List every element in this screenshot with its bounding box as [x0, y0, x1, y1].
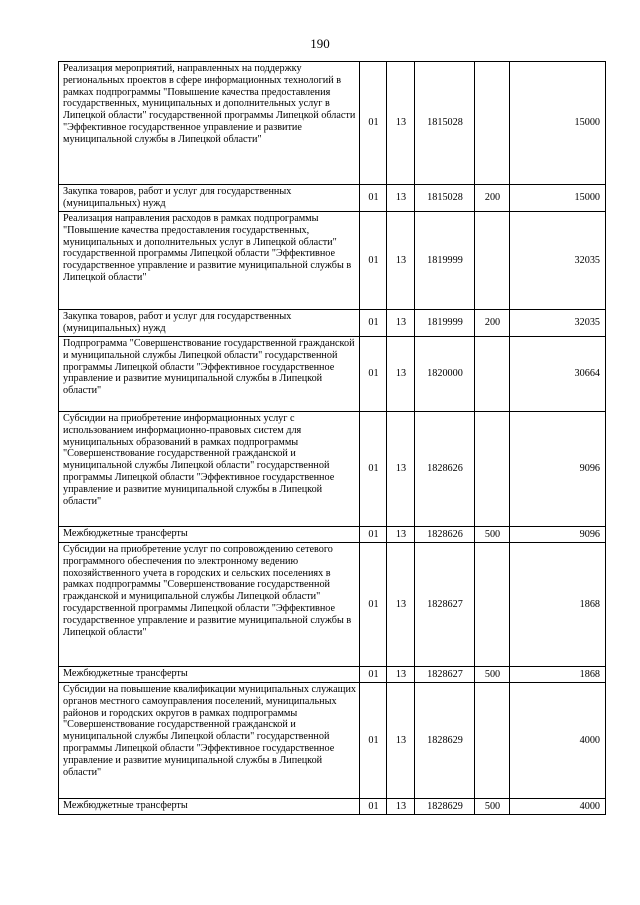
row-name-cell: Межбюджетные трансферты	[59, 527, 360, 543]
table-row	[59, 667, 606, 683]
vr-cell	[475, 212, 510, 310]
vr-cell: 500	[475, 527, 510, 543]
csr-cell: 1819999	[415, 212, 475, 310]
vr-cell: 200	[475, 310, 510, 337]
podrazdel-cell: 13	[387, 185, 415, 212]
page-number: 190	[310, 36, 330, 51]
csr-cell: 1820000	[415, 337, 475, 412]
row-name-cell: Реализация направления расходов в рамках подпрограммы "Повышение качества предоставления государственных, муниципальных и дополнительных услуг в Липецкой области" государственной программы Липецкой области "Эффективное государственное управление и развитие муниципальной службы в Липецкой области"	[59, 212, 360, 310]
csr-cell: 1828626	[415, 527, 475, 543]
csr-cell: 1828627	[415, 667, 475, 683]
csr-cell: 1828629	[415, 799, 475, 815]
table-row	[59, 799, 606, 815]
table-row	[59, 543, 606, 667]
podrazdel-cell: 13	[387, 310, 415, 337]
razdel-cell: 01	[360, 543, 387, 667]
vr-cell	[475, 412, 510, 527]
row-name-cell: Закупка товаров, работ и услуг для государственных (муниципальных) нужд	[59, 185, 360, 212]
podrazdel-cell: 13	[387, 799, 415, 815]
podrazdel-cell: 13	[387, 62, 415, 185]
podrazdel-cell: 13	[387, 683, 415, 799]
row-name-cell: Субсидии на повышение квалификации муниципальных служащих органов местного самоуправления поселений, муниципальных районов и городских округов в рамках подпрограммы "Совершенствование государственной гражданской и муниципальной службы Липецкой области" государственной программы Липецкой области "Эффективное государственное управление и развитие муниципальной службы в Липецкой области"	[59, 683, 360, 799]
podrazdel-cell: 13	[387, 212, 415, 310]
razdel-cell: 01	[360, 799, 387, 815]
table-row	[59, 683, 606, 799]
vr-cell	[475, 62, 510, 185]
csr-cell: 1828627	[415, 543, 475, 667]
vr-cell	[475, 337, 510, 412]
sum-cell: 30664	[510, 337, 606, 412]
sum-cell: 32035	[510, 310, 606, 337]
vr-cell: 500	[475, 667, 510, 683]
vr-cell: 500	[475, 799, 510, 815]
razdel-cell: 01	[360, 412, 387, 527]
podrazdel-cell: 13	[387, 337, 415, 412]
sum-cell: 9096	[510, 412, 606, 527]
podrazdel-cell: 13	[387, 667, 415, 683]
sum-cell: 1868	[510, 543, 606, 667]
razdel-cell: 01	[360, 212, 387, 310]
row-name-cell: Межбюджетные трансферты	[59, 799, 360, 815]
sum-cell: 15000	[510, 62, 606, 185]
vr-cell: 200	[475, 185, 510, 212]
razdel-cell: 01	[360, 185, 387, 212]
table-row	[59, 527, 606, 543]
row-name-cell: Субсидии на приобретение информационных услуг с использованием информационно-правовых систем для муниципальных образований в рамках подпрограммы "Совершенствование государственной гражданской и муниципальной службы Липецкой области" государственной программы Липецкой области "Эффективное государственное управление и развитие муниципальной службы в Липецкой области"	[59, 412, 360, 527]
table-row	[59, 412, 606, 527]
csr-cell: 1815028	[415, 62, 475, 185]
razdel-cell: 01	[360, 310, 387, 337]
sum-cell: 1868	[510, 667, 606, 683]
row-name-cell: Реализация мероприятий, направленных на поддержку региональных проектов в сфере информационных технологий в рамках подпрограммы "Повышение качества предоставления государственных, муниципальных и дополнительных услуг в Липецкой области" государственной программы Липецкой области "Эффективное государственное управление и развитие муниципальной службы в Липецкой области"	[59, 62, 360, 185]
sum-cell: 32035	[510, 212, 606, 310]
budget-table	[58, 61, 606, 815]
podrazdel-cell: 13	[387, 412, 415, 527]
table-row	[59, 185, 606, 212]
sum-cell: 4000	[510, 683, 606, 799]
razdel-cell: 01	[360, 667, 387, 683]
row-name-cell: Закупка товаров, работ и услуг для государственных (муниципальных) нужд	[59, 310, 360, 337]
csr-cell: 1828629	[415, 683, 475, 799]
razdel-cell: 01	[360, 337, 387, 412]
table-row	[59, 212, 606, 310]
podrazdel-cell: 13	[387, 527, 415, 543]
csr-cell: 1828626	[415, 412, 475, 527]
sum-cell: 4000	[510, 799, 606, 815]
razdel-cell: 01	[360, 527, 387, 543]
razdel-cell: 01	[360, 683, 387, 799]
sum-cell: 15000	[510, 185, 606, 212]
podrazdel-cell: 13	[387, 543, 415, 667]
table-row	[59, 337, 606, 412]
sum-cell: 9096	[510, 527, 606, 543]
razdel-cell: 01	[360, 62, 387, 185]
row-name-cell: Подпрограмма "Совершенствование государственной гражданской и муниципальной службы Липецкой области" государственной программы Липецкой области "Эффективное государственное управление и развитие муниципальной службы в Липецкой области"	[59, 337, 360, 412]
csr-cell: 1819999	[415, 310, 475, 337]
vr-cell	[475, 543, 510, 667]
vr-cell	[475, 683, 510, 799]
csr-cell: 1815028	[415, 185, 475, 212]
table-row	[59, 62, 606, 185]
table-row	[59, 310, 606, 337]
row-name-cell: Межбюджетные трансферты	[59, 667, 360, 683]
row-name-cell: Субсидии на приобретение услуг по сопровождению сетевого программного обеспечения по электронному ведению похозяйственного учета в городских и сельских поселениях в рамках подпрограммы "Совершенствование государственной гражданской и муниципальной службы Липецкой области" государственной программы Липецкой области "Эффективное государственное управление и развитие муниципальной службы в Липецкой области"	[59, 543, 360, 667]
